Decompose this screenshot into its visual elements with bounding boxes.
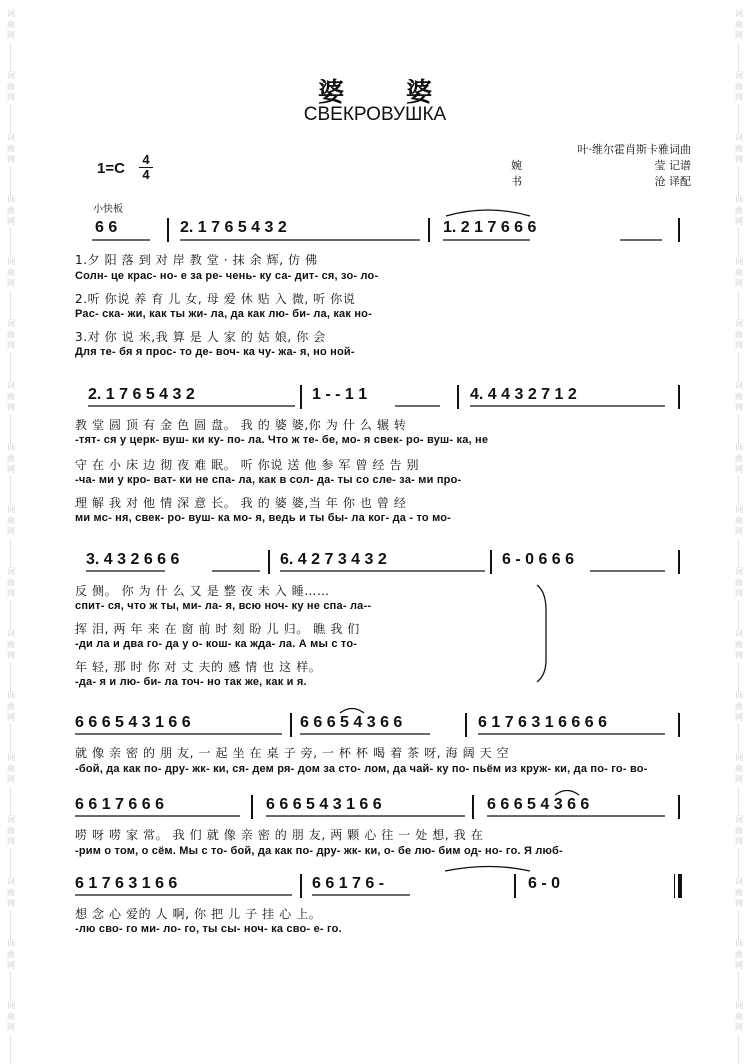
watermark-glyphs: 词 曲 网 xyxy=(7,691,15,722)
lyric-line: Солн- це крас- но- е за ре- чень- ку са- дит- ся, зо- ло- xyxy=(75,270,379,282)
lyric-line: Для те- бя я прос- то де- воч- ка чу- жа- я, но ной- xyxy=(75,346,355,358)
measure-4-3: 6 1 7 6 3 1 6 6 6 6 xyxy=(478,714,607,731)
tie-line xyxy=(555,791,579,796)
watermark-glyphs: 词 曲 网 xyxy=(735,381,743,412)
lyric-line: 2.听 你说 养 育 儿 女, 母 爱 休 贴 入 微, 听 你说 xyxy=(75,292,356,306)
lyric-line: 3.对 你 说 米,我 算 是 人 家 的 姑 娘, 你 会 xyxy=(75,330,326,344)
measure-1-1: 6 6 xyxy=(95,219,118,236)
tie-line xyxy=(445,867,530,872)
tie-line xyxy=(446,210,530,216)
lyric-line: -бой, да как по- дру- жк- ки, ся- дем ря- дом за сто- лом, да чай- ку по- пьём из круж- ки, да по- го- во- xyxy=(75,763,648,775)
measure-5-2: 6 6 6 5 4 3 1 6 6 xyxy=(266,796,382,813)
watermark-glyphs: 词 曲 网 xyxy=(735,939,743,970)
watermark-glyphs: 词 曲 网 xyxy=(7,505,15,536)
song-title: 婆婆 xyxy=(317,78,494,108)
song-subtitle: СВЕКРОВУШКА xyxy=(303,104,447,125)
watermark-glyphs: 词 曲 网 xyxy=(7,195,15,226)
lyric-line: Рас- ска- жи, как ты жи- ла, да как лю- би- ла, как но- xyxy=(75,308,372,320)
lyric-line: 就 像 亲 密 的 朋 友, 一 起 坐 在 桌 子 旁, 一 杯 杯 喝 着 茶 呀, 海 阔 天 空 xyxy=(75,746,510,760)
lyric-line: -ди ла и два го- да у о- кош- ка жда- ла. А мы с то- xyxy=(75,638,358,650)
watermark-glyphs: 词 曲 网 xyxy=(7,1001,15,1032)
measure-6-2: 6 6 1 7 6 - xyxy=(312,875,385,892)
credit-role: 书 xyxy=(511,175,522,188)
lyric-line: 年 轻, 那 时 你 对 丈 夫的 感 情 也 这 样。 xyxy=(75,660,322,674)
verse-bracket xyxy=(537,585,546,682)
credit-name: 叶·维尔霍肖斯卡雅词曲 xyxy=(577,143,691,156)
watermark-glyphs: 词 曲 网 xyxy=(7,257,15,288)
lyric-line: 挥 泪, 两 年 来 在 窗 前 时 刻 盼 儿 归。 瞧 我 们 xyxy=(75,622,360,636)
watermark-divider xyxy=(738,1034,739,1064)
lyric-line: -лю сво- го ми- ло- го, ты сы- ноч- ка сво- е- го. xyxy=(75,923,342,935)
watermark-glyphs: 词 曲 网 xyxy=(735,567,743,598)
lyric-line: -ча- ми у кро- ват- ки не спа- ла, как в сол- да- ты со сле- за- ми про- xyxy=(75,474,462,486)
watermark-glyphs: 词 曲 网 xyxy=(7,133,15,164)
measure-6-3: 6 - 0 xyxy=(528,875,561,892)
time-signature-top: 4 xyxy=(142,152,150,167)
measure-2-2: 1 - - 1 1 xyxy=(312,386,368,403)
credit-name: 沧 译配 xyxy=(654,175,691,188)
watermark-glyphs: 词 曲 网 xyxy=(7,629,15,660)
lyric-line: 唠 呀 唠 家 常。 我 们 就 像 亲 密 的 朋 友, 两 颗 心 往 一 处 想, 我 在 xyxy=(75,828,484,842)
measure-5-3: 6 6 6 5 4 3 6 6 xyxy=(487,796,590,813)
lyric-line: 守 在 小 床 边 彻 夜 难 眠。 听 你说 送 他 参 军 曾 经 告 别 xyxy=(75,458,420,472)
watermark-divider xyxy=(10,1034,11,1064)
watermark-glyphs: 词 曲 网 xyxy=(735,319,743,350)
measure-6-1: 6 1 7 6 3 1 6 6 xyxy=(75,875,178,892)
lyric-line: 想 念 心 爱的 人 啊, 你 把 儿 子 挂 心 上。 xyxy=(75,907,322,921)
lyric-line: -да- я и лю- би- ла точ- но так же, как и я. xyxy=(75,676,307,688)
measure-5-1: 6 6 1 7 6 6 6 xyxy=(75,796,164,813)
lyric-line: 1.夕 阳 落 到 对 岸 教 堂 · 抹 余 辉, 仿 佛 xyxy=(75,253,318,267)
watermark-glyphs: 词 曲 网 xyxy=(7,9,15,40)
watermark-glyphs: 词 曲 网 xyxy=(735,691,743,722)
watermark-glyphs: 词 曲 网 xyxy=(735,877,743,908)
time-signature-bottom: 4 xyxy=(142,167,150,182)
watermark-glyphs: 词 曲 网 xyxy=(7,319,15,350)
measure-3-3: 6 - 0 6 6 6 xyxy=(502,551,575,568)
watermark-glyphs: 词 曲 网 xyxy=(7,71,15,102)
lyric-line: спит- ся, что ж ты, ми- ла- я, всю ноч- ку не спа- ла-- xyxy=(75,600,372,612)
credit-role: 婉 xyxy=(511,159,522,172)
watermark-glyphs: 词 曲 网 xyxy=(735,443,743,474)
credit-name: 莹 记谱 xyxy=(654,159,691,172)
tie-line xyxy=(340,709,364,714)
measure-3-2: 6. 4 2 7 3 4 3 2 xyxy=(280,551,387,568)
watermark-glyphs: 词 曲 网 xyxy=(7,939,15,970)
lyric-line: 教 堂 圆 顶 有 金 色 圆 盘。 我 的 婆 婆,你 为 什 么 辗 转 xyxy=(75,418,407,432)
lyric-line: 理 解 我 对 他 情 深 意 长。 我 的 婆 婆,当 年 你 也 曾 经 xyxy=(75,496,407,510)
watermark-glyphs: 词 曲 网 xyxy=(7,815,15,846)
watermark-glyphs: 词 曲 网 xyxy=(7,567,15,598)
watermark-glyphs: 词 曲 网 xyxy=(735,133,743,164)
lyric-line: ми мс- ня, свек- ро- вуш- ка мо- я, ведь и ты бы- ла ког- да - то мо- xyxy=(75,512,452,524)
watermark-glyphs: 词 曲 网 xyxy=(7,443,15,474)
watermark-glyphs: 词 曲 网 xyxy=(735,505,743,536)
watermark-glyphs: 词 曲 网 xyxy=(7,381,15,412)
measure-4-2: 6 6 6 5 4 3 6 6 xyxy=(300,714,403,731)
measure-4-1: 6 6 6 5 4 3 1 6 6 xyxy=(75,714,191,731)
watermark-glyphs: 词 曲 网 xyxy=(7,753,15,784)
watermark-glyphs: 词 曲 网 xyxy=(735,195,743,226)
watermark-glyphs: 词 曲 网 xyxy=(735,753,743,784)
key-signature: 1=C xyxy=(97,160,125,177)
watermark-glyphs: 词 曲 网 xyxy=(735,1001,743,1032)
measure-2-1: 2. 1 7 6 5 4 3 2 xyxy=(88,386,195,403)
lyric-line: 反 侧。 你 为 什 么 又 是 整 夜 未 入 睡…… xyxy=(75,584,330,598)
lyric-line: -тят- ся у церк- вуш- ки ку- по- ла. Что ж те- бе, мо- я свек- ро- вуш- ка, не xyxy=(75,434,489,446)
watermark-glyphs: 词 曲 网 xyxy=(735,815,743,846)
tempo-marking: 小快板 xyxy=(93,204,123,215)
measure-3-1: 3. 4 3 2 6 6 6 xyxy=(86,551,180,568)
lyric-line: -рим о том, о сём. Мы с то- бой, да как по- дру- жк- ки, о- бе лю- бим од- но- го. Я люб- xyxy=(75,845,563,857)
measure-2-3: 4. 4 4 3 2 7 1 2 xyxy=(470,386,577,403)
measure-1-3: 1. 2 1 7 6 6 6 xyxy=(443,219,537,236)
watermark-glyphs: 词 曲 网 xyxy=(735,9,743,40)
measure-1-2: 2. 1 7 6 5 4 3 2 xyxy=(180,219,287,236)
watermark-glyphs: 词 曲 网 xyxy=(735,257,743,288)
watermark-glyphs: 词 曲 网 xyxy=(7,877,15,908)
watermark-glyphs: 词 曲 网 xyxy=(735,629,743,660)
watermark-glyphs: 词 曲 网 xyxy=(735,71,743,102)
